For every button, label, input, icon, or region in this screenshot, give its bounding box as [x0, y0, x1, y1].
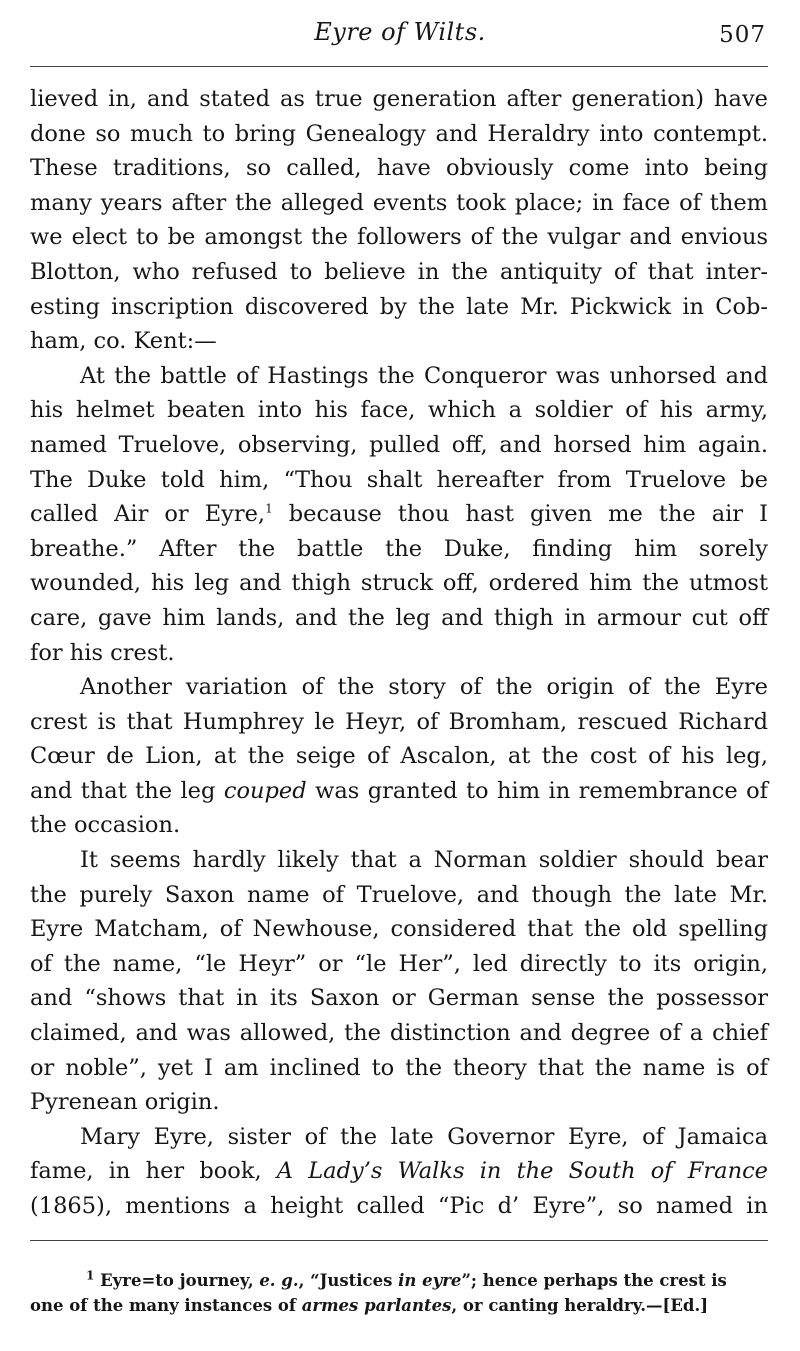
body-text — [30, 82, 768, 1224]
text-fragment: ”; hence perhaps the crest is — [461, 1271, 727, 1290]
italic-term: in eyre — [398, 1271, 462, 1290]
footnote-rule — [30, 1240, 768, 1241]
text-line: Cœur de Lion, at the seige of Ascalon, at the cost of his leg, — [30, 743, 768, 770]
italic-term: e. g. — [259, 1271, 299, 1290]
text-line: esting inscription discovered by the late Mr. Pickwick in Cob- — [30, 293, 768, 320]
text-line: the purely Saxon name of Truelove, and though the late Mr. — [30, 881, 768, 908]
text-line: or noble”, yet I am inclined to the theory that the name is of — [30, 1054, 768, 1081]
text-line: done so much to bring Genealogy and Heraldry into contempt. — [30, 120, 768, 147]
text-fragment: was granted to him in remembrance of — [306, 777, 768, 804]
text-fragment: one of the many instances of — [30, 1296, 302, 1315]
text-line: his helmet beaten into his face, which a soldier of his army, — [30, 397, 768, 424]
text-fragment: , “Justices — [298, 1271, 399, 1290]
italic-term: armes parlantes — [301, 1296, 452, 1315]
text-line: (1865), mentions a height called “Pic d’ Eyre”, so named in — [30, 1193, 768, 1219]
header-rule — [30, 66, 768, 67]
text-line: Eyre Matcham, of Newhouse, considered that the old spelling — [30, 916, 768, 943]
text-line — [30, 1154, 768, 1189]
text-line: we elect to be amongst the followers of the vulgar and envious — [30, 224, 768, 251]
text-fragment: called Air or Eyre, — [30, 501, 266, 528]
text-line: and “shows that in its Saxon or German sense the possessor — [30, 985, 768, 1012]
text-fragment: and that the leg — [30, 777, 216, 804]
text-line: Blotton, who refused to believe in the antiquity of that inter- — [30, 258, 768, 285]
text-line: Another variation of the story of the origin of the Eyre — [80, 674, 768, 701]
running-title: Eyre of Wilts. — [314, 18, 486, 46]
text-fragment: fame, in her book, — [30, 1158, 262, 1185]
text-line: The Duke told him, “Thou shalt hereafter from Truelove be — [30, 466, 768, 493]
text-fragment: because thou hast given me the air I — [272, 501, 768, 528]
text-line: ham, co. Kent:— — [30, 328, 217, 355]
footnote-line — [30, 1268, 768, 1293]
text-line: many years after the alleged events took place; in face of them — [30, 189, 768, 216]
footnote-reference[interactable]: 1 — [265, 501, 273, 516]
page-number: 507 — [719, 22, 766, 48]
text-line: the occasion. — [30, 812, 181, 839]
italic-term: couped — [223, 777, 307, 804]
text-line: for his crest. — [30, 639, 175, 666]
text-line: of the name, “le Heyr” or “le Her”, led directly to its origin, — [30, 950, 768, 977]
footnote-line — [30, 1293, 768, 1318]
text-line: At the battle of Hastings the Conqueror was unhorsed and — [80, 362, 768, 389]
text-line: Mary Eyre, sister of the late Governor Eyre, of Jamaica — [80, 1123, 768, 1150]
text-line: Pyrenean origin. — [30, 1089, 220, 1116]
text-line: breathe.” After the battle the Duke, finding him sorely — [30, 535, 768, 562]
text-line: wounded, his leg and thigh struck off, ordered him the utmost — [30, 570, 768, 597]
text-line: These traditions, so called, have obviously come into being — [30, 155, 768, 182]
text-line: lieved in, and stated as true generation after generation) have — [30, 86, 768, 112]
text-line — [30, 774, 768, 809]
text-fragment: Eyre=to journey, — [94, 1271, 260, 1290]
text-line: care, gave him lands, and the leg and thigh in armour cut off — [30, 604, 768, 631]
text-line: claimed, and was allowed, the distinction and degree of a chief — [30, 1020, 768, 1047]
text-fragment: , or canting heraldry.—[Ed.] — [451, 1296, 709, 1315]
text-line: It seems hardly likely that a Norman soldier should bear — [80, 847, 768, 874]
footnote-marker: 1 — [86, 1268, 95, 1283]
text-line: crest is that Humphrey le Heyr, of Bromham, rescued Richard — [30, 708, 768, 735]
footnote — [30, 1268, 768, 1318]
book-title: A Lady’s Walks in the South of France — [276, 1158, 768, 1185]
running-head — [30, 8, 770, 52]
text-line: named Truelove, observing, pulled off, and horsed him again. — [30, 431, 768, 458]
text-line — [30, 497, 768, 532]
